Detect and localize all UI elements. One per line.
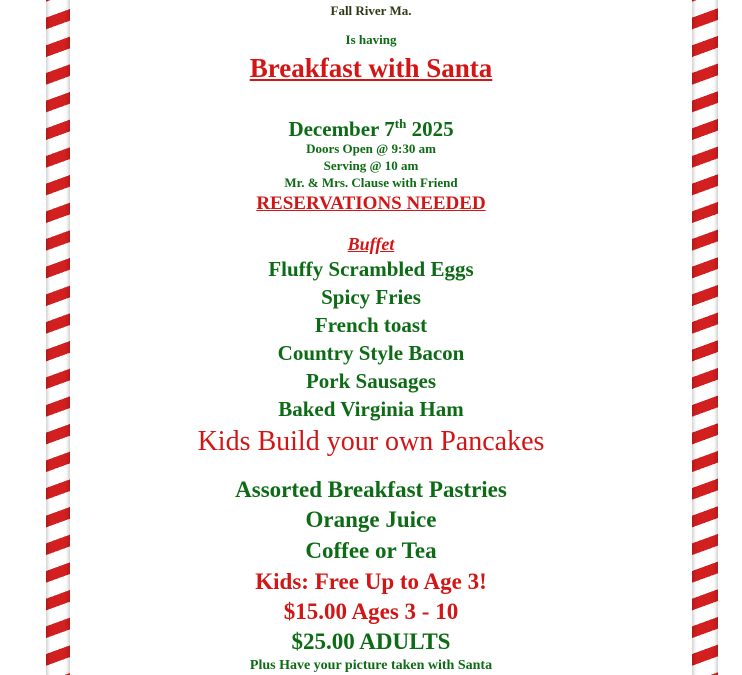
menu-item: Baked Virginia Ham: [278, 397, 464, 421]
kids-price: $15.00 Ages 3 - 10: [283, 599, 459, 624]
menu-item: Pork Sausages: [305, 369, 437, 393]
event-title-text: Breakfast with Santa: [249, 53, 493, 83]
intro-text: Is having: [345, 32, 397, 47]
location-text: Fall River Ma.: [330, 3, 412, 18]
menu-item: Spicy Fries: [321, 285, 421, 309]
event-date: [80, 117, 662, 140]
menu-item: Country Style Bacon: [277, 341, 465, 365]
kids-free-price: Kids: Free Up to Age 3!: [255, 569, 487, 594]
serving-text: Serving @ 10 am: [323, 158, 419, 173]
menu-extra-item: Coffee or Tea: [305, 538, 437, 563]
event-date-year: 2025: [406, 117, 454, 141]
adult-price: $25.00 ADULTS: [291, 629, 451, 654]
candy-cane-border-right: [692, 0, 718, 675]
photo-note: Plus Have your picture taken with Santa: [249, 658, 493, 673]
menu-extra-item: Orange Juice: [305, 507, 437, 532]
menu-extra-item: Assorted Breakfast Pastries: [235, 477, 507, 502]
buffet-heading-text: Buffet: [347, 234, 395, 254]
buffet-heading: [80, 235, 662, 253]
menu-item: Fluffy Scrambled Eggs: [268, 257, 474, 281]
doors-open-text: Doors Open @ 9:30 am: [306, 141, 436, 156]
event-date-suffix: th: [394, 116, 407, 131]
event-date-day: December 7: [288, 117, 395, 141]
menu-item: French toast: [314, 313, 428, 337]
reservations-text: RESERVATIONS NEEDED: [256, 193, 486, 214]
candy-cane-border-left: [46, 0, 70, 675]
reservations-notice: [80, 194, 662, 213]
kids-pancake-feature: Kids Build your own Pancakes: [197, 426, 545, 457]
event-title: [80, 55, 662, 82]
guests-text: Mr. & Mrs. Clause with Friend: [284, 175, 458, 190]
